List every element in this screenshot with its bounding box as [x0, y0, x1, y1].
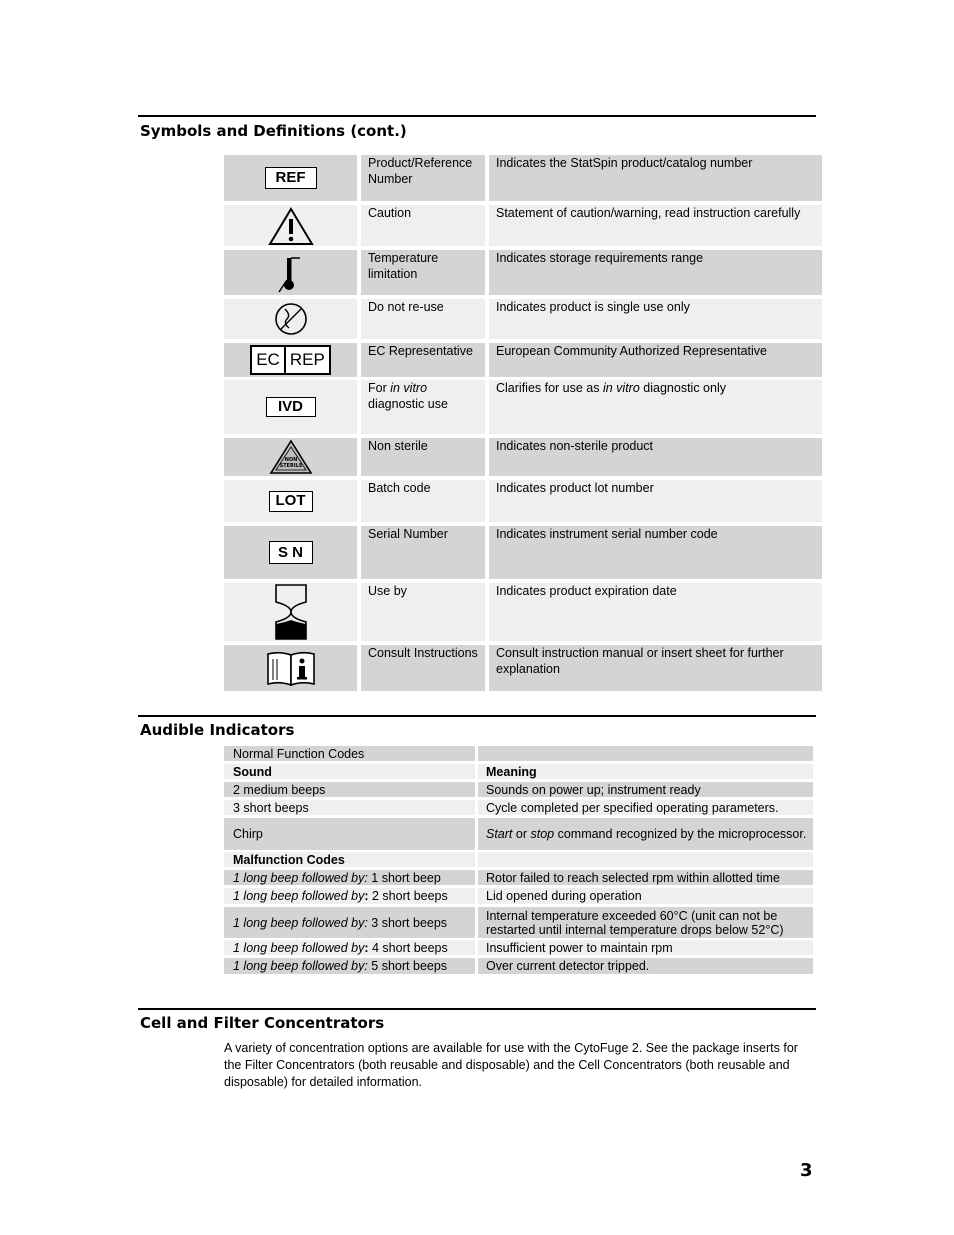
table-row: [224, 299, 822, 339]
meaning-cell: Over current detector tripped.: [478, 958, 813, 974]
table-row: [224, 958, 813, 974]
meaning-cell: Lid opened during operation: [478, 888, 813, 904]
symbol-name: Do not re-use: [361, 299, 485, 339]
svg-text:NON: NON: [284, 457, 297, 463]
symbol-description: Indicates product lot number: [489, 480, 822, 522]
symbol-name: Caution: [361, 205, 485, 246]
audible-heading: Audible Indicators: [140, 721, 295, 739]
ec-rep-label-icon: EC REP: [250, 345, 331, 375]
table-row: [224, 818, 813, 850]
table-row: [224, 526, 822, 579]
sound-cell: 1 long beep followed by: 2 short beeps: [224, 888, 475, 904]
section-rule: [138, 115, 816, 117]
table-row: [224, 746, 813, 761]
table-row: [224, 852, 813, 867]
symbols-heading: Symbols and Definitions (cont.): [140, 122, 407, 140]
lot-label-icon: LOT: [269, 491, 313, 512]
meaning-cell: Start or stop command recognized by the microprocessor.: [478, 818, 813, 850]
table-row: [224, 155, 822, 201]
symbol-description: Clarifies for use as in vitro diagnostic only: [489, 380, 822, 434]
sound-cell: Chirp: [224, 818, 475, 850]
table-row: [224, 870, 813, 885]
symbol-description: Indicates storage requirements range: [489, 250, 822, 295]
sound-cell: 3 short beeps: [224, 800, 475, 815]
cell-concentrators-paragraph: A variety of concentration options are available for use with the CytoFuge 2. See the package inserts for the Filter Concentrators (both reusable and disposable) and the Cell Concentrators (both reusable and disposable) for detailed information.: [224, 1041, 798, 1089]
caution-triangle-icon: [268, 206, 314, 246]
consult-instructions-icon: [265, 649, 317, 687]
column-header-sound: Sound: [224, 764, 475, 779]
table-row: [224, 800, 813, 815]
symbol-description: Consult instruction manual or insert sheet for further explanation: [489, 645, 822, 691]
symbol-description: Indicates product expiration date: [489, 583, 822, 641]
cell-concentrators-heading: Cell and Filter Concentrators: [140, 1014, 385, 1032]
table-row: [224, 205, 822, 246]
symbol-name: Consult Instructions: [361, 645, 485, 691]
symbol-description: Indicates instrument serial number code: [489, 526, 822, 579]
table-row: [224, 250, 822, 295]
table-row: [224, 438, 822, 476]
symbol-name: Temperature limitation: [361, 250, 485, 295]
symbol-description: Indicates product is single use only: [489, 299, 822, 339]
sound-cell: 1 long beep followed by: 1 short beep: [224, 870, 475, 885]
symbol-name: EC Representative: [361, 343, 485, 377]
table-row: [224, 782, 813, 797]
ref-label-icon: REF: [265, 167, 317, 189]
table-row: [224, 907, 813, 938]
sound-cell: 1 long beep followed by: 4 short beeps: [224, 940, 475, 955]
table-row: [224, 888, 813, 904]
thermometer-icon: [276, 252, 306, 294]
section-rule: [138, 1008, 816, 1010]
table-row: [224, 480, 822, 522]
table-row: [224, 343, 822, 377]
svg-text:STERILE: STERILE: [279, 463, 302, 469]
meaning-cell: Cycle completed per specified operating parameters.: [478, 800, 813, 815]
symbol-name: For in vitro diagnostic use: [361, 380, 485, 434]
page-number: 3: [800, 1160, 813, 1181]
symbol-description: European Community Authorized Representative: [489, 343, 822, 377]
column-header-meaning: Meaning: [478, 764, 813, 779]
meaning-cell: Rotor failed to reach selected rpm within allotted time: [478, 870, 813, 885]
meaning-cell: Sounds on power up; instrument ready: [478, 782, 813, 797]
hourglass-icon: [274, 584, 308, 640]
symbol-name: Use by: [361, 583, 485, 641]
do-not-reuse-icon: [273, 301, 309, 337]
section-rule: [138, 715, 816, 717]
symbol-name: Serial Number: [361, 526, 485, 579]
meaning-cell: Internal temperature exceeded 60°C (unit can not be restarted until internal temperature drops below 52°C): [478, 907, 813, 938]
sn-label-icon: S N: [269, 541, 313, 564]
table-row: [224, 583, 822, 641]
malfunction-codes-header: Malfunction Codes: [224, 852, 475, 867]
table-row: [224, 645, 822, 691]
table-row: [224, 764, 813, 779]
sound-cell: 1 long beep followed by: 5 short beeps: [224, 958, 475, 974]
normal-codes-header: Normal Function Codes: [224, 746, 475, 761]
ivd-label-icon: IVD: [266, 397, 316, 417]
table-row: [224, 940, 813, 955]
sound-cell: 1 long beep followed by: 3 short beeps: [224, 907, 475, 938]
symbol-description: Statement of caution/warning, read instruction carefully: [489, 205, 822, 246]
symbol-name: Batch code: [361, 480, 485, 522]
symbol-description: Indicates non-sterile product: [489, 438, 822, 476]
symbol-name: Product/Reference Number: [361, 155, 485, 201]
table-row: [224, 380, 822, 434]
meaning-cell: Insufficient power to maintain rpm: [478, 940, 813, 955]
symbol-name: Non sterile: [361, 438, 485, 476]
symbol-description: Indicates the StatSpin product/catalog number: [489, 155, 822, 201]
non-sterile-triangle-icon: [269, 439, 313, 475]
sound-cell: 2 medium beeps: [224, 782, 475, 797]
